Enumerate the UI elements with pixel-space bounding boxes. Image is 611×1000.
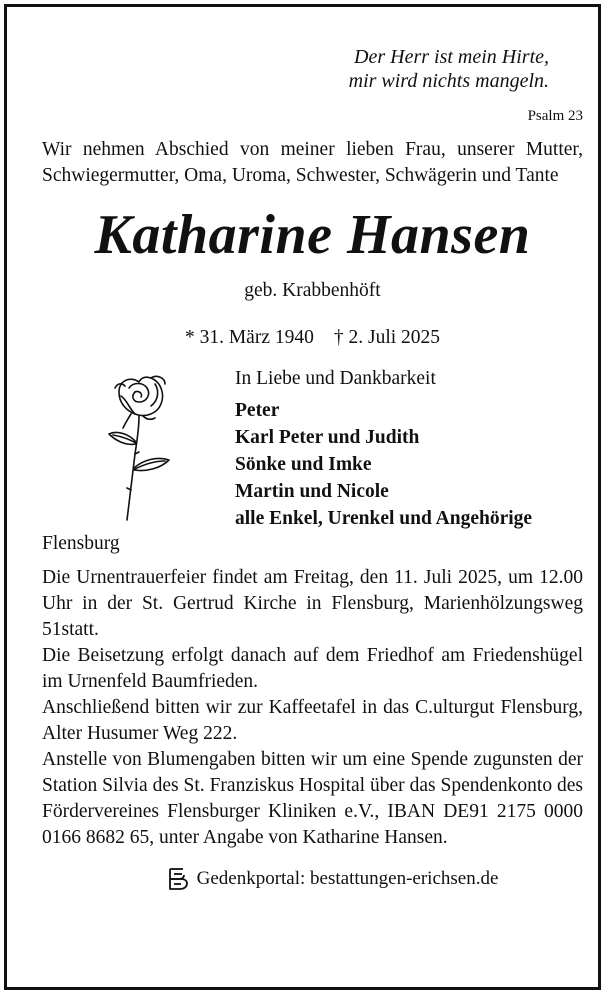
mourner-name: alle Enkel, Urenkel und Angehörige <box>235 508 533 529</box>
eb-logo-icon <box>167 867 189 891</box>
mourning-intro: In Liebe und Dankbarkeit <box>235 368 436 389</box>
mourners-list <box>235 397 595 532</box>
farewell-intro: Wir nehmen Abschied von meiner lieben Frau, unserer Mutter, Schwiegermutter, Oma, Uroma, Schwester, Schwägerin und Tante <box>42 139 583 186</box>
memorial-portal-footer <box>42 867 583 891</box>
rose-icon <box>105 370 181 522</box>
obituary-content <box>42 45 583 891</box>
mourner-name: Martin und Nicole <box>235 481 389 502</box>
burial-paragraph: Die Beisetzung erfolgt danach auf dem Friedhof am Friedenshügel im Urnenfeld Baumfrieden. <box>42 645 583 692</box>
obituary-frame <box>4 4 601 990</box>
mourner-name: Sönke und Imke <box>235 454 372 475</box>
reception-paragraph: Anschließend bitten wir zur Kaffeetafel in das C.ulturgut Flensburg, Alter Husumer Weg 222. <box>42 697 583 744</box>
life-dates <box>42 326 583 350</box>
birth-date: * 31. März 1940 <box>184 327 314 348</box>
donation-paragraph: Anstelle von Blumengaben bitten wir um eine Spende zugunsten der Station Silvia des St. Franziskus Hospital über das Spendenkonto des Fördervereines Flensburger Kliniken e.V., IBAN DE91 2175 0000 0166 8682 65, unter Angabe von Katharine Hansen. <box>42 749 583 848</box>
mourners-text <box>235 366 595 532</box>
place-name: Flensburg <box>42 533 120 554</box>
death-date: † 2. Juli 2025 <box>333 327 441 348</box>
mourners-section <box>42 368 583 568</box>
mourner-name: Peter <box>235 400 280 421</box>
psalm-quote <box>42 45 583 93</box>
service-details <box>42 565 583 851</box>
funeral-service-paragraph: Die Urnentrauerfeier findet am Freitag, den 11. Juli 2025, um 12.00 Uhr in der St. Gertrud Kirche in Flensburg, Marienhölzungsweg 51statt. <box>42 567 583 640</box>
psalm-source: Psalm 23 <box>527 108 583 124</box>
mourner-name: Karl Peter und Judith <box>235 427 420 448</box>
psalm-line-1: Der Herr ist mein Hirte, <box>354 46 549 68</box>
birth-name: geb. Krabbenhöft <box>244 280 381 301</box>
psalm-line-2: mir wird nichts mangeln. <box>348 70 549 92</box>
memorial-portal-link[interactable]: Gedenkportal: bestattungen-erichsen.de <box>196 868 499 889</box>
deceased-name: Katharine Hansen <box>94 204 531 266</box>
